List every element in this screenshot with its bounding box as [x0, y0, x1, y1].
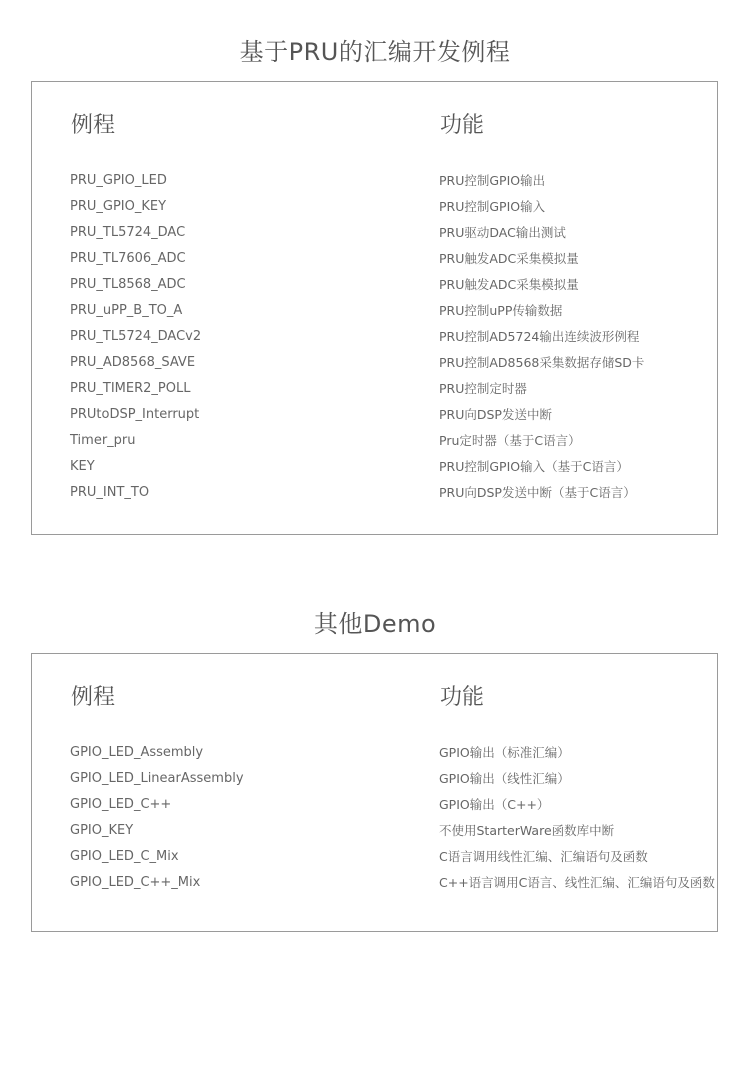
example-function: PRU控制GPIO输入（基于C语言） [439, 459, 629, 474]
example-function: Pru定时器（基于C语言） [439, 433, 581, 448]
table-other-demo [31, 653, 718, 932]
table-row [32, 432, 717, 458]
table-row [32, 380, 717, 406]
table-pru-assembly [31, 81, 718, 535]
example-name: PRU_TIMER2_POLL [70, 381, 191, 396]
example-name: GPIO_LED_Assembly [70, 745, 204, 760]
table-row [32, 796, 717, 822]
example-name: PRU_GPIO_KEY [70, 199, 167, 214]
table-row [32, 744, 717, 770]
column-header-function: 功能 [440, 113, 485, 138]
example-function: PRU控制定时器 [439, 381, 527, 396]
example-name: GPIO_LED_C++_Mix [70, 875, 201, 890]
section-title-pru-assembly: 基于PRU的汇编开发例程 [239, 38, 511, 66]
table-row [32, 874, 717, 900]
table-row [32, 172, 717, 198]
example-name: GPIO_LED_LinearAssembly [70, 771, 244, 786]
example-name: PRU_INT_TO [70, 485, 150, 500]
example-name: Timer_pru [70, 433, 136, 448]
example-name: GPIO_LED_C_Mix [70, 849, 179, 864]
example-function: PRU触发ADC采集模拟量 [439, 277, 579, 292]
example-name: PRU_TL5724_DACv2 [70, 329, 202, 344]
example-function: PRU控制uPP传输数据 [439, 303, 563, 318]
example-function: PRU控制AD5724输出连续波形例程 [439, 329, 640, 344]
example-function: PRU控制AD8568采集数据存储SD卡 [439, 355, 645, 370]
example-name: PRU_TL8568_ADC [70, 277, 186, 292]
table-row [32, 250, 717, 276]
table-row [32, 302, 717, 328]
example-function: PRU向DSP发送中断（基于C语言） [439, 485, 636, 500]
example-name: KEY [70, 459, 95, 474]
table-rows [32, 172, 717, 510]
table-row [32, 484, 717, 510]
table-row [32, 328, 717, 354]
column-header-function: 功能 [440, 685, 485, 710]
example-name: PRUtoDSP_Interrupt [70, 407, 200, 422]
example-name: GPIO_KEY [70, 823, 134, 838]
example-name: PRU_GPIO_LED [70, 173, 167, 188]
example-function: GPIO输出（C++） [439, 797, 550, 812]
example-function: C++语言调用C语言、线性汇编、汇编语句及函数 [439, 875, 715, 890]
example-function: PRU驱动DAC输出测试 [439, 225, 566, 240]
section-title-other-demo: 其他Demo [313, 610, 437, 638]
example-function: GPIO输出（标准汇编） [439, 745, 570, 760]
example-function: PRU控制GPIO输入 [439, 199, 546, 214]
example-name: PRU_AD8568_SAVE [70, 355, 196, 370]
example-name: PRU_uPP_B_TO_A [70, 303, 183, 318]
column-header-example: 例程 [71, 113, 116, 138]
example-name: PRU_TL7606_ADC [70, 251, 186, 266]
example-name: GPIO_LED_C++ [70, 797, 172, 812]
table-row [32, 458, 717, 484]
example-function: PRU触发ADC采集模拟量 [439, 251, 579, 266]
example-function: GPIO输出（线性汇编） [439, 771, 570, 786]
table-row [32, 822, 717, 848]
example-function: PRU向DSP发送中断 [439, 407, 552, 422]
table-row [32, 224, 717, 250]
table-row [32, 770, 717, 796]
column-header-example: 例程 [71, 685, 116, 710]
example-name: PRU_TL5724_DAC [70, 225, 186, 240]
table-row [32, 276, 717, 302]
table-row [32, 198, 717, 224]
example-function: C语言调用线性汇编、汇编语句及函数 [439, 849, 648, 864]
table-rows [32, 744, 717, 900]
table-row [32, 354, 717, 380]
example-function: 不使用StarterWare函数库中断 [439, 823, 615, 838]
table-row [32, 848, 717, 874]
example-function: PRU控制GPIO输出 [439, 173, 546, 188]
table-row [32, 406, 717, 432]
